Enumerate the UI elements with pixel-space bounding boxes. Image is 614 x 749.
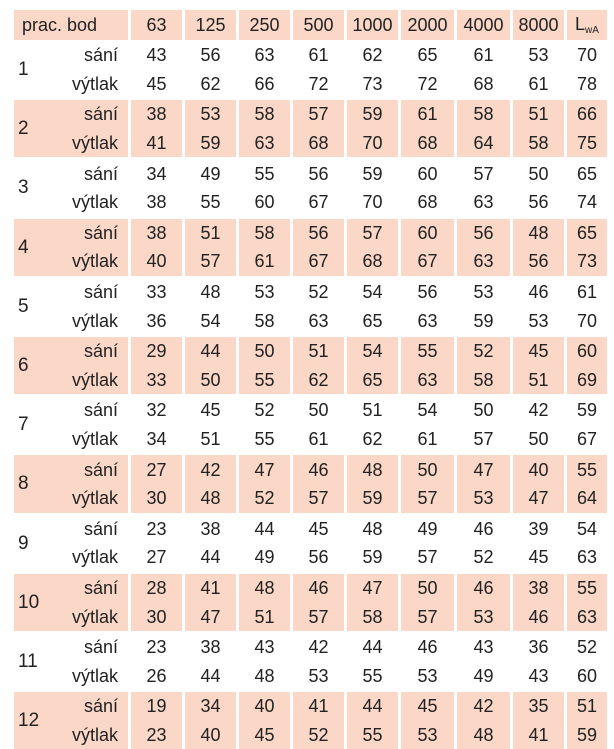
lwa-value-cell: 69: [564, 366, 607, 395]
value-cell: 51: [182, 425, 236, 454]
value-cell: 42: [290, 631, 344, 662]
point-number: 5: [14, 276, 60, 335]
value-cell: 30: [128, 602, 182, 631]
value-cell: 62: [182, 70, 236, 99]
value-cell: 44: [344, 631, 398, 662]
value-cell: 55: [236, 366, 290, 395]
value-cell: 44: [182, 335, 236, 366]
lwa-value-cell: 66: [564, 98, 607, 129]
value-cell: 53: [398, 721, 454, 749]
value-cell: 56: [290, 157, 344, 188]
value-cell: 54: [398, 394, 454, 425]
header-row: [14, 10, 607, 41]
value-cell: 67: [398, 247, 454, 276]
value-cell: 30: [128, 484, 182, 513]
value-cell: 47: [454, 453, 510, 484]
value-cell: 43: [454, 631, 510, 662]
value-cell: 62: [344, 41, 398, 70]
value-cell: 63: [398, 366, 454, 395]
value-cell: 57: [290, 98, 344, 129]
value-cell: 62: [344, 425, 398, 454]
table-row: [14, 631, 607, 662]
row-mode-label: sání: [60, 453, 128, 484]
value-cell: 53: [398, 661, 454, 690]
value-cell: 48: [236, 572, 290, 603]
value-cell: 46: [290, 572, 344, 603]
table-row: [14, 306, 607, 335]
value-cell: 59: [344, 98, 398, 129]
value-cell: 68: [454, 70, 510, 99]
table-row: [14, 690, 607, 721]
table-row: [14, 366, 607, 395]
value-cell: 54: [344, 276, 398, 307]
lwa-value-cell: 61: [564, 276, 607, 307]
value-cell: 57: [398, 484, 454, 513]
row-mode-label: sání: [60, 394, 128, 425]
lwa-value-cell: 65: [564, 217, 607, 248]
value-cell: 51: [182, 217, 236, 248]
table-row: [14, 247, 607, 276]
value-cell: 67: [290, 188, 344, 217]
header-lwa: [564, 10, 607, 41]
value-cell: 53: [182, 98, 236, 129]
value-cell: 60: [236, 188, 290, 217]
value-cell: 61: [236, 247, 290, 276]
row-mode-label: výtlak: [60, 721, 128, 749]
point-number: 11: [14, 631, 60, 690]
value-cell: 57: [290, 484, 344, 513]
table-row: [14, 602, 607, 631]
table-row: [14, 217, 607, 248]
table-row: [14, 453, 607, 484]
table-row: [14, 276, 607, 307]
value-cell: 63: [236, 41, 290, 70]
lwa-value-cell: 70: [564, 306, 607, 335]
table-row: [14, 41, 607, 70]
value-cell: 40: [510, 453, 564, 484]
row-mode-label: sání: [60, 276, 128, 307]
row-mode-label: sání: [60, 217, 128, 248]
value-cell: 27: [128, 453, 182, 484]
value-cell: 45: [182, 394, 236, 425]
value-cell: 27: [128, 543, 182, 572]
row-mode-label: výtlak: [60, 484, 128, 513]
table-row: [14, 661, 607, 690]
value-cell: 58: [236, 98, 290, 129]
value-cell: 57: [398, 602, 454, 631]
value-cell: 59: [454, 306, 510, 335]
value-cell: 53: [454, 602, 510, 631]
lwa-value-cell: 59: [564, 394, 607, 425]
value-cell: 68: [398, 188, 454, 217]
value-cell: 51: [290, 335, 344, 366]
value-cell: 26: [128, 661, 182, 690]
row-mode-label: výtlak: [60, 247, 128, 276]
value-cell: 66: [236, 70, 290, 99]
value-cell: 52: [290, 276, 344, 307]
value-cell: 50: [182, 366, 236, 395]
value-cell: 49: [398, 513, 454, 544]
value-cell: 36: [128, 306, 182, 335]
value-cell: 51: [344, 394, 398, 425]
row-mode-label: sání: [60, 157, 128, 188]
value-cell: 53: [510, 41, 564, 70]
value-cell: 49: [454, 661, 510, 690]
point-number: 1: [18, 59, 29, 81]
row-mode-label: sání: [60, 690, 128, 721]
value-cell: 48: [344, 513, 398, 544]
value-cell: 44: [182, 661, 236, 690]
value-cell: 46: [290, 453, 344, 484]
table-row: [14, 572, 607, 603]
table-row: [14, 513, 607, 544]
value-cell: 63: [290, 306, 344, 335]
value-cell: 57: [454, 425, 510, 454]
value-cell: 23: [128, 631, 182, 662]
value-cell: 68: [398, 129, 454, 158]
row-mode-label: výtlak: [71, 665, 118, 686]
value-cell: 43: [128, 41, 182, 70]
value-cell: 58: [454, 366, 510, 395]
value-cell: 51: [510, 366, 564, 395]
value-cell: 44: [182, 543, 236, 572]
value-cell: 23: [128, 721, 182, 749]
value-cell: 40: [182, 721, 236, 749]
row-mode-label: výtlak: [71, 310, 118, 331]
value-cell: 57: [290, 602, 344, 631]
value-cell: 65: [398, 41, 454, 70]
lwa-value-cell: 52: [564, 631, 607, 662]
row-mode-label: výtlak: [60, 602, 128, 631]
value-cell: 34: [128, 157, 182, 188]
value-cell: 53: [510, 306, 564, 335]
value-cell: 46: [454, 513, 510, 544]
value-cell: 47: [510, 484, 564, 513]
value-cell: 58: [510, 129, 564, 158]
row-mode-label: sání: [60, 513, 128, 544]
value-cell: 56: [510, 188, 564, 217]
row-mode-label: výtlak: [71, 429, 118, 450]
value-cell: 57: [398, 543, 454, 572]
lwa-value-cell: 63: [564, 602, 607, 631]
row-mode-label: výtlak: [71, 547, 118, 568]
value-cell: 48: [182, 276, 236, 307]
table-row: [14, 394, 607, 425]
value-cell: 45: [398, 690, 454, 721]
row-mode-label: výtlak: [60, 366, 128, 395]
lwa-value-cell: 60: [564, 661, 607, 690]
value-cell: 61: [290, 41, 344, 70]
value-cell: 59: [344, 157, 398, 188]
value-cell: 52: [290, 721, 344, 749]
value-cell: 59: [344, 543, 398, 572]
table-row: [14, 335, 607, 366]
value-cell: 50: [398, 572, 454, 603]
value-cell: 46: [510, 276, 564, 307]
value-cell: 45: [128, 70, 182, 99]
value-cell: 68: [344, 247, 398, 276]
value-cell: 28: [128, 572, 182, 603]
value-cell: 53: [290, 661, 344, 690]
value-cell: 56: [510, 247, 564, 276]
header-lwa-subscript: wA: [585, 24, 599, 36]
row-mode-label: sání: [83, 45, 118, 66]
point-number: 3: [14, 157, 60, 216]
value-cell: 55: [344, 721, 398, 749]
value-cell: 42: [182, 453, 236, 484]
lwa-value-cell: 65: [564, 157, 607, 188]
value-cell: 33: [128, 276, 182, 307]
lwa-value-cell: 73: [564, 247, 607, 276]
lwa-value-cell: 74: [564, 188, 607, 217]
value-cell: 54: [344, 335, 398, 366]
value-cell: 50: [398, 453, 454, 484]
header-freq-8000: 8000: [510, 10, 564, 41]
table-row: [14, 70, 607, 99]
value-cell: 35: [510, 690, 564, 721]
row-mode-label: sání: [60, 572, 128, 603]
row-mode-label: sání: [60, 335, 128, 366]
value-cell: 38: [510, 572, 564, 603]
value-cell: 63: [454, 188, 510, 217]
value-cell: 54: [182, 306, 236, 335]
value-cell: 61: [454, 41, 510, 70]
value-cell: 45: [290, 513, 344, 544]
value-cell: 51: [510, 98, 564, 129]
value-cell: 38: [128, 217, 182, 248]
row-mode-label: výtlak: [60, 129, 128, 158]
point-number: 9: [14, 513, 60, 572]
value-cell: 42: [454, 690, 510, 721]
value-cell: 53: [454, 276, 510, 307]
lwa-value-cell: 78: [564, 70, 607, 99]
value-cell: 63: [454, 247, 510, 276]
value-cell: 48: [344, 453, 398, 484]
lwa-value-cell: 60: [564, 335, 607, 366]
value-cell: 40: [128, 247, 182, 276]
value-cell: 48: [236, 661, 290, 690]
value-cell: 50: [510, 157, 564, 188]
lwa-value-cell: 59: [564, 721, 607, 749]
row-mode-label: výtlak: [71, 192, 118, 213]
header-freq-2000: 2000: [398, 10, 454, 41]
lwa-value-cell: 67: [564, 425, 607, 454]
value-cell: 56: [182, 41, 236, 70]
table-body: [14, 41, 607, 749]
value-cell: 39: [510, 513, 564, 544]
point-number: 12: [14, 690, 60, 749]
row-mode-label: sání: [60, 631, 128, 662]
point-number: 2: [14, 98, 60, 157]
value-cell: 65: [344, 306, 398, 335]
value-cell: 60: [398, 217, 454, 248]
value-cell: 23: [128, 513, 182, 544]
value-cell: 41: [290, 690, 344, 721]
lwa-value-cell: 55: [564, 453, 607, 484]
value-cell: 47: [344, 572, 398, 603]
lwa-value-cell: 75: [564, 129, 607, 158]
value-cell: 56: [454, 217, 510, 248]
value-cell: 52: [236, 394, 290, 425]
value-cell: 50: [454, 394, 510, 425]
header-freq-500: 500: [290, 10, 344, 41]
value-cell: 38: [128, 188, 182, 217]
value-cell: 59: [344, 484, 398, 513]
value-cell: 36: [510, 631, 564, 662]
value-cell: 56: [290, 543, 344, 572]
value-cell: 43: [236, 631, 290, 662]
value-cell: 64: [454, 129, 510, 158]
table-row: [14, 721, 607, 749]
value-cell: 46: [454, 572, 510, 603]
value-cell: 58: [344, 602, 398, 631]
value-cell: 38: [182, 513, 236, 544]
value-cell: 68: [290, 129, 344, 158]
table-row: [14, 98, 607, 129]
value-cell: 73: [344, 70, 398, 99]
value-cell: 59: [182, 129, 236, 158]
value-cell: 49: [236, 543, 290, 572]
value-cell: 33: [128, 366, 182, 395]
value-cell: 57: [454, 157, 510, 188]
value-cell: 48: [454, 721, 510, 749]
value-cell: 49: [182, 157, 236, 188]
value-cell: 72: [398, 70, 454, 99]
value-cell: 65: [344, 366, 398, 395]
value-cell: 45: [236, 721, 290, 749]
table-row: [14, 188, 607, 217]
value-cell: 46: [510, 602, 564, 631]
value-cell: 53: [236, 276, 290, 307]
value-cell: 48: [510, 217, 564, 248]
point-number: 6: [14, 335, 60, 394]
value-cell: 45: [510, 543, 564, 572]
value-cell: 67: [290, 247, 344, 276]
value-cell: 47: [182, 602, 236, 631]
value-cell: 44: [236, 513, 290, 544]
value-cell: 57: [344, 217, 398, 248]
value-cell: 55: [398, 335, 454, 366]
point-number: 4: [14, 217, 60, 276]
table-row: [14, 157, 607, 188]
value-cell: 38: [128, 98, 182, 129]
header-corner-label: prac. bod: [14, 10, 128, 41]
value-cell: 52: [236, 484, 290, 513]
value-cell: 34: [128, 425, 182, 454]
value-cell: 50: [236, 335, 290, 366]
header-freq-125: 125: [182, 10, 236, 41]
lwa-value-cell: 51: [564, 690, 607, 721]
header-freq-4000: 4000: [454, 10, 510, 41]
value-cell: 63: [398, 306, 454, 335]
header-lwa-main: L: [575, 13, 586, 34]
table-row: [14, 543, 607, 572]
row-mode-label: výtlak: [71, 73, 118, 94]
value-cell: 50: [510, 425, 564, 454]
table-row: [14, 484, 607, 513]
value-cell: 48: [182, 484, 236, 513]
lwa-value-cell: 55: [564, 572, 607, 603]
value-cell: 70: [344, 188, 398, 217]
value-cell: 61: [398, 98, 454, 129]
value-cell: 52: [454, 543, 510, 572]
value-cell: 45: [510, 335, 564, 366]
header-freq-250: 250: [236, 10, 290, 41]
value-cell: 56: [398, 276, 454, 307]
value-cell: 32: [128, 394, 182, 425]
row-mode-label: sání: [60, 98, 128, 129]
value-cell: 51: [236, 602, 290, 631]
value-cell: 19: [128, 690, 182, 721]
lwa-value-cell: 70: [564, 41, 607, 70]
value-cell: 44: [344, 690, 398, 721]
value-cell: 42: [510, 394, 564, 425]
value-cell: 43: [510, 661, 564, 690]
value-cell: 50: [290, 394, 344, 425]
lwa-value-cell: 54: [564, 513, 607, 544]
value-cell: 55: [182, 188, 236, 217]
value-cell: 46: [398, 631, 454, 662]
value-cell: 70: [344, 129, 398, 158]
table-row: [14, 129, 607, 158]
point-number: 8: [14, 453, 60, 512]
lwa-value-cell: 64: [564, 484, 607, 513]
value-cell: 58: [454, 98, 510, 129]
point-number: 10: [14, 572, 60, 631]
value-cell: 55: [236, 157, 290, 188]
value-cell: 47: [236, 453, 290, 484]
value-cell: 56: [290, 217, 344, 248]
value-cell: 58: [236, 306, 290, 335]
value-cell: 38: [182, 631, 236, 662]
header-freq-1000: 1000: [344, 10, 398, 41]
lwa-value-cell: 63: [564, 543, 607, 572]
value-cell: 41: [128, 129, 182, 158]
value-cell: 72: [290, 70, 344, 99]
value-cell: 60: [398, 157, 454, 188]
value-cell: 61: [290, 425, 344, 454]
value-cell: 61: [510, 70, 564, 99]
value-cell: 34: [182, 690, 236, 721]
table-row: [14, 425, 607, 454]
value-cell: 62: [290, 366, 344, 395]
value-cell: 53: [454, 484, 510, 513]
value-cell: 55: [236, 425, 290, 454]
value-cell: 41: [182, 572, 236, 603]
noise-levels-table: [14, 10, 607, 749]
value-cell: 52: [454, 335, 510, 366]
value-cell: 57: [182, 247, 236, 276]
value-cell: 40: [236, 690, 290, 721]
header-freq-63: 63: [128, 10, 182, 41]
value-cell: 63: [236, 129, 290, 158]
value-cell: 41: [510, 721, 564, 749]
point-number: 7: [14, 394, 60, 453]
value-cell: 55: [344, 661, 398, 690]
value-cell: 61: [398, 425, 454, 454]
value-cell: 58: [236, 217, 290, 248]
noise-table-container: [14, 10, 607, 749]
value-cell: 29: [128, 335, 182, 366]
